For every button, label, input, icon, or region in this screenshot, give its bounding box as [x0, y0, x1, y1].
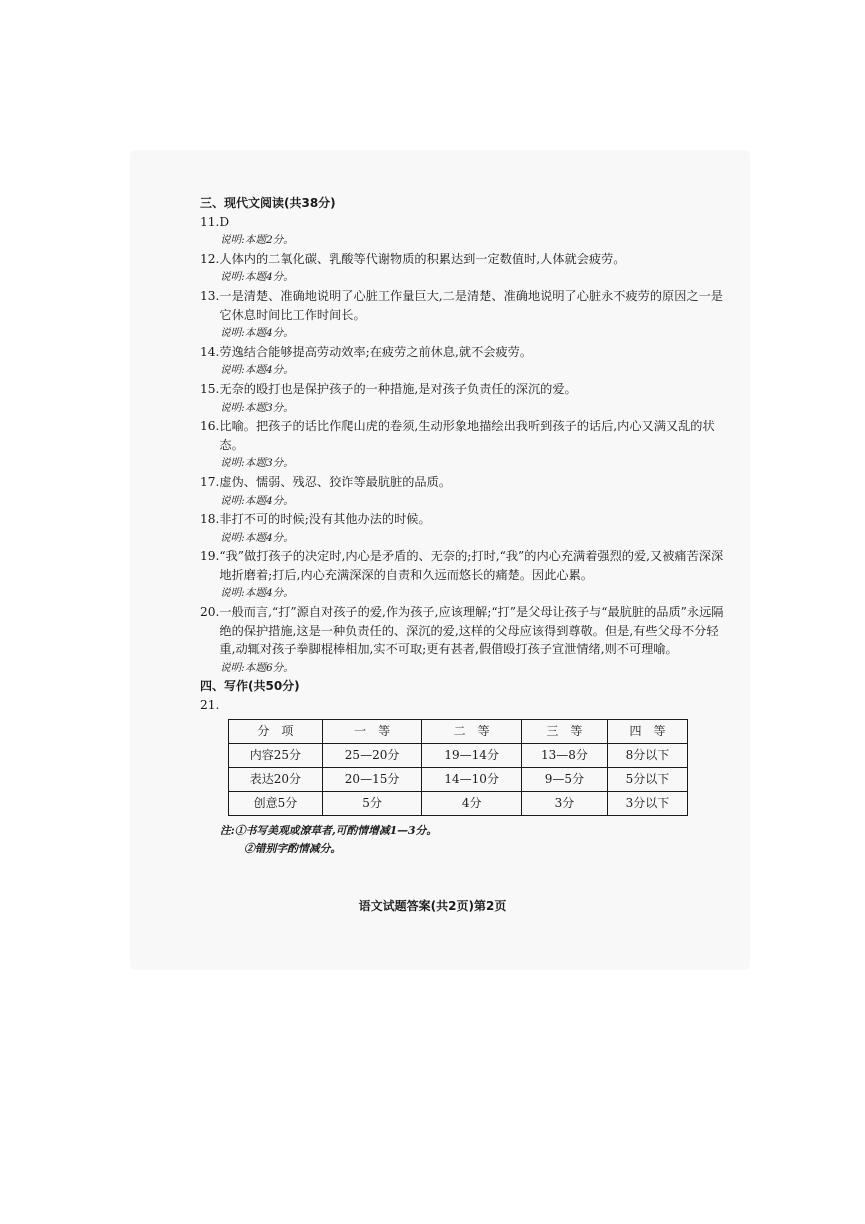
answer-text: “我”做打孩子的决定时,内心是矛盾的、无奈的;打时,“我”的内心充满着强烈的爱,又被痛苦深深地折磨着;打后,内心充满深深的自责和久远而悠长的痛楚。因此心累。 — [219, 549, 724, 582]
table-row — [229, 743, 688, 767]
question-number: 20. — [200, 605, 220, 620]
answer-text: D — [219, 214, 230, 229]
answer-text: 人体内的二氧化碳、乳酸等代谢物质的积累达到一定数值时,人体就会疲劳。 — [219, 251, 626, 266]
table-cell: 内容25分 — [229, 743, 323, 767]
question-item — [200, 603, 725, 659]
answer-text: 一般而言,“打”源自对孩子的爱,作为孩子,应该理解;“打”是父母让孩子与“最肮脏的品质”永远隔绝的保护措施,这是一种负责任的、深沉的爱,这样的父母应该得到尊敬。但是,有些父母不分轻重,动辄对孩子拳脚棍棒相加,实不可取;更有甚者,假借殴打孩子宣泄情绪,则不可理喻。 — [219, 605, 724, 657]
question-item — [200, 250, 725, 269]
table-cell: 4分 — [422, 791, 522, 815]
table-cell: 14—10分 — [422, 767, 522, 791]
table-cell: 8分以下 — [607, 743, 687, 767]
question-list — [200, 213, 725, 678]
table-cell: 13—8分 — [521, 743, 607, 767]
score-note: 说明:本题4分。 — [220, 271, 294, 284]
table-row — [229, 791, 688, 815]
question-number: 13. — [200, 288, 220, 303]
table-header-cell: 分 项 — [229, 719, 323, 743]
table-header-cell: 三 等 — [521, 719, 607, 743]
scoring-table — [228, 719, 688, 816]
question-number: 16. — [200, 419, 220, 434]
question-number: 17. — [200, 474, 220, 489]
answer-text: 虚伪、懦弱、残忍、狡诈等最肮脏的品质。 — [219, 474, 451, 489]
score-note: 说明:本题4分。 — [220, 494, 294, 507]
score-note: 说明:本题3分。 — [220, 401, 294, 414]
question-item — [200, 417, 725, 454]
answer-text: 劳逸结合能够提高劳动效率;在疲劳之前休息,就不会疲劳。 — [219, 344, 533, 359]
score-note: 说明:本题2分。 — [220, 234, 294, 247]
table-cell: 创意5分 — [229, 791, 323, 815]
table-cell: 5分以下 — [607, 767, 687, 791]
section-3-title: 三、现代文阅读(共38分) — [200, 196, 336, 210]
table-cell: 表达20分 — [229, 767, 323, 791]
table-header-cell: 四 等 — [607, 719, 687, 743]
question-number: 21. — [200, 698, 220, 713]
question-item — [200, 473, 725, 492]
table-header-cell: 二 等 — [422, 719, 522, 743]
question-item — [200, 547, 725, 584]
table-cell: 3分 — [521, 791, 607, 815]
table-header-cell: 一 等 — [322, 719, 422, 743]
score-note: 说明:本题4分。 — [220, 587, 294, 600]
table-cell: 3分以下 — [607, 791, 687, 815]
question-item — [200, 510, 725, 529]
question-number: 14. — [200, 344, 220, 359]
table-cell: 9—5分 — [521, 767, 607, 791]
score-note: 说明:本题3分。 — [220, 457, 294, 470]
table-cell: 25—20分 — [322, 743, 422, 767]
answer-text: 一是清楚、准确地说明了心脏工作量巨大,二是清楚、准确地说明了心脏永不疲劳的原因之一是它休息时间比工作时间长。 — [219, 288, 723, 322]
table-note-1: 注:①书写美观或潦草者,可酌情增减1—3分。 — [220, 823, 438, 837]
section-4-title: 四、写作(共50分) — [200, 679, 300, 694]
question-item — [200, 343, 725, 362]
table-note-2: ②错别字酌情减分。 — [244, 841, 342, 855]
table-notes — [200, 822, 725, 858]
question-number: 12. — [200, 251, 220, 266]
answer-text: 无奈的殴打也是保护孩子的一种措施,是对孩子负责任的深沉的爱。 — [219, 381, 577, 396]
question-item — [200, 213, 725, 232]
answer-text: 非打不可的时候;没有其他办法的时候。 — [219, 512, 431, 527]
table-cell: 20—15分 — [322, 767, 422, 791]
table-header-row — [229, 719, 688, 743]
question-number: 11. — [200, 214, 220, 229]
score-note: 说明:本题4分。 — [220, 364, 294, 377]
score-note: 说明:本题4分。 — [220, 531, 294, 544]
answer-sheet — [200, 194, 725, 858]
question-item — [200, 380, 725, 399]
table-cell: 19—14分 — [422, 743, 522, 767]
answer-text: 比喻。把孩子的话比作爬山虎的卷须,生动形象地描绘出我听到孩子的话后,内心又满又乱的状态。 — [219, 419, 715, 452]
question-number: 19. — [200, 549, 220, 564]
question-number: 15. — [200, 381, 220, 396]
page-footer: 语文试题答案(共2页)第2页 — [358, 899, 507, 913]
question-number: 18. — [200, 512, 220, 527]
score-note: 说明:本题4分。 — [220, 327, 294, 340]
table-cell: 5分 — [322, 791, 422, 815]
question-item — [200, 287, 725, 324]
table-row — [229, 767, 688, 791]
score-note: 说明:本题6分。 — [220, 661, 294, 674]
